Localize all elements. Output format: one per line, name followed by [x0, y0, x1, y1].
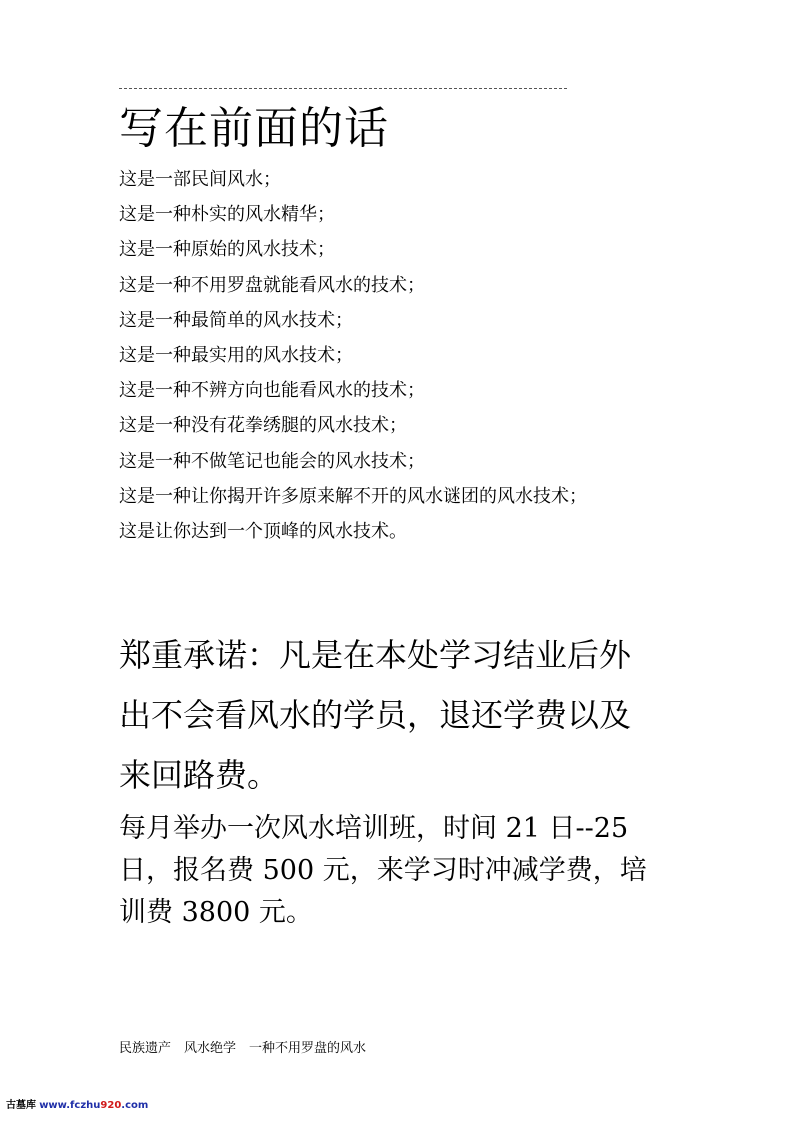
intro-line: 这是一种最实用的风水技术；: [119, 344, 353, 366]
watermark-url-suffix: .com: [121, 1100, 149, 1111]
training-line: 日，报名费 500 元，来学习时冲减学费，培: [119, 855, 647, 886]
intro-line: 这是一种没有花拳绣腿的风水技术；: [119, 415, 407, 437]
training-paragraph: [119, 808, 689, 934]
training-line: 训费 3800 元。: [119, 897, 313, 928]
promise-line: 郑重承诺：凡是在本处学习结业后外: [119, 636, 632, 674]
page-footer: 民族遗产 风水绝学 一种不用罗盘的风水: [119, 1041, 367, 1056]
intro-line: 这是一种让你揭开许多原来解不开的风水谜团的风水技术；: [119, 485, 587, 507]
intro-line: 这是让你达到一个顶峰的风水技术。: [119, 520, 407, 542]
intro-line: 这是一种朴实的风水精华；: [119, 204, 335, 226]
site-watermark[interactable]: [6, 1099, 148, 1113]
intro-line: 这是一种不辨方向也能看风水的技术；: [119, 380, 425, 402]
intro-list: [119, 162, 699, 549]
training-line: 每月举办一次风水培训班，时间 21 日--25: [119, 813, 629, 844]
watermark-url-number: 920: [100, 1100, 122, 1111]
intro-line: 这是一种原始的风水技术；: [119, 239, 335, 261]
promise-line: 出不会看风水的学员，退还学费以及: [119, 696, 632, 734]
promise-paragraph: [119, 625, 689, 805]
page-title: 写在前面的话: [119, 103, 389, 154]
watermark-url-prefix: www.fczhu: [39, 1100, 101, 1111]
intro-line: 这是一部民间风水；: [119, 169, 281, 190]
intro-line: 这是一种不做笔记也能会的风水技术；: [119, 450, 425, 472]
promise-line: 来回路费。: [119, 756, 280, 794]
watermark-brand: 古墓库: [6, 1100, 36, 1111]
intro-line: 这是一种最简单的风水技术；: [119, 309, 353, 331]
intro-line: 这是一种不用罗盘就能看风水的技术；: [119, 274, 425, 296]
top-dashed-rule: [119, 88, 567, 89]
